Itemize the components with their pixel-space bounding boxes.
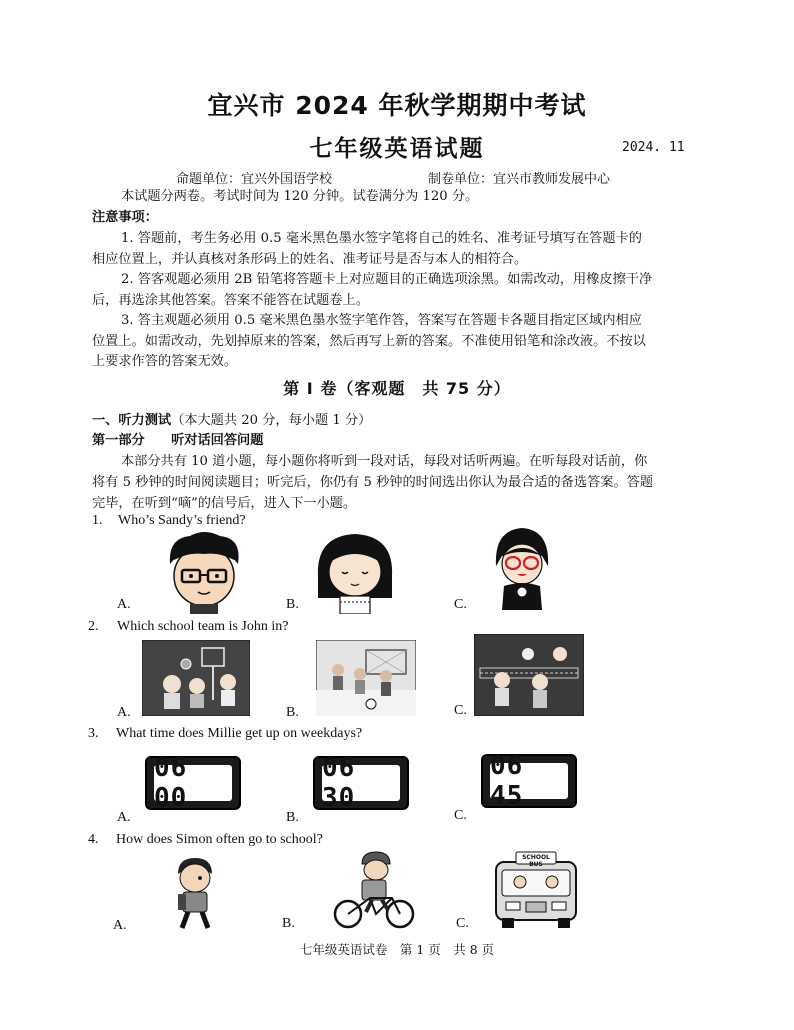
desc-line-1: 本部分共有 10 道小题，每小题你将听到一段对话，每段对话听两遍。在听每段对话前，你 (121, 454, 648, 469)
school-bus-image[interactable] (492, 850, 580, 930)
q1-option-b[interactable]: B. (286, 597, 299, 612)
note-3-line-1: 3. 答主观题必须用 0.5 毫米黑色墨水签字笔作答，答案写在答题卡各题目指定区域内相应 (121, 313, 642, 328)
question-2-number: 2. (88, 619, 99, 634)
exam-date: 2024. 11 (622, 140, 685, 155)
part-heading: 一、听力测试 (92, 413, 172, 428)
part-info: （本大题共 20 分，每小题 1 分） (171, 413, 372, 428)
football-team-image[interactable] (316, 640, 416, 716)
note-3-line-2: 位置上。如需改动，先划掉原来的答案，然后再写上新的答案。不准使用铅笔和涂改液。不按以 (92, 334, 646, 349)
q3-option-a[interactable]: A. (117, 810, 131, 825)
q3-option-c[interactable]: C. (454, 808, 467, 823)
note-2-line-1: 2. 答客观题必须用 2B 铅笔将答题卡上对应题目的正确选项涂黑。如需改动，用橡皮擦干净 (121, 272, 653, 287)
producer-unit: 制卷单位：宜兴市教师发展中心 (428, 172, 611, 187)
note-3-line-3: 上要求作答的答案无效。 (92, 354, 238, 369)
note-1-line-1: 1. 答题前，考生务必用 0.5 毫米黑色墨水签字笔将自己的姓名、准考证号填写在答题卡的 (121, 231, 642, 246)
q3-option-b[interactable]: B. (286, 810, 299, 825)
intro-text: 本试题分两卷。考试时间为 120 分钟。试卷满分为 120 分。 (121, 189, 479, 204)
q2-option-a[interactable]: A. (117, 705, 131, 720)
girl-image[interactable] (312, 530, 398, 614)
clock-0600[interactable] (145, 753, 241, 813)
clock-0630-time: 06 30 (322, 765, 400, 801)
q4-option-b[interactable]: B. (282, 916, 295, 931)
note-1-line-2: 相应位置上，并认真核对条形码上的姓名、准考证号是否与本人的相符合。 (92, 252, 528, 267)
question-4-text: How does Simon often go to school? (116, 832, 323, 847)
page-footer: 七年级英语试卷 第 1 页 共 8 页 (299, 942, 495, 957)
desc-line-3: 完毕，在听到“嘀”的信号后，进入下一小题。 (92, 496, 357, 511)
notes-heading: 注意事项： (92, 210, 158, 225)
desc-line-2: 将有 5 秒钟的时间阅读题目；听完后，你仍有 5 秒钟的时间选出你认为最合适的备选答案。答题 (92, 475, 654, 490)
question-3-number: 3. (88, 726, 99, 741)
volleyball-team-image[interactable] (474, 634, 584, 716)
q2-option-b[interactable]: B. (286, 705, 299, 720)
note-2-line-2: 后，再选涂其他答案。答案不能答在试题卷上。 (92, 293, 369, 308)
school-bus-sign: SCHOOL BUS (522, 854, 550, 868)
exam-subtitle: 七年级英语试题 (309, 136, 485, 162)
sub-heading: 第一部分 听对话回答问题 (92, 433, 264, 448)
basketball-team-image[interactable] (142, 640, 250, 716)
clock-0645[interactable] (481, 751, 577, 811)
girl-with-glasses-image[interactable] (492, 526, 552, 610)
q4-option-c[interactable]: C. (456, 916, 469, 931)
q4-option-a[interactable]: A. (113, 918, 127, 933)
clock-0600-time: 06 00 (154, 765, 232, 801)
section-title: 第 I 卷（客观题 共 75 分） (283, 379, 511, 398)
cycling-boy-image[interactable] (332, 850, 416, 930)
proposer-unit: 命题单位：宜兴外国语学校 (176, 172, 333, 187)
q2-option-c[interactable]: C. (454, 703, 467, 718)
q1-option-c[interactable]: C. (454, 597, 467, 612)
q1-option-a[interactable]: A. (117, 597, 131, 612)
clock-0645-time: 06 45 (490, 763, 568, 799)
question-2-text: Which school team is John in? (117, 619, 289, 634)
walking-boy-image[interactable] (170, 856, 220, 930)
question-1-number: 1. (92, 513, 103, 528)
exam-title: 宜兴市 2024 年秋学期期中考试 (207, 91, 587, 120)
question-3-text: What time does Millie get up on weekdays? (116, 726, 363, 741)
clock-0630[interactable] (313, 753, 409, 813)
question-1-text: Who’s Sandy’s friend? (118, 513, 246, 528)
question-4-number: 4. (88, 832, 99, 847)
boy-with-glasses-image[interactable] (160, 530, 248, 614)
